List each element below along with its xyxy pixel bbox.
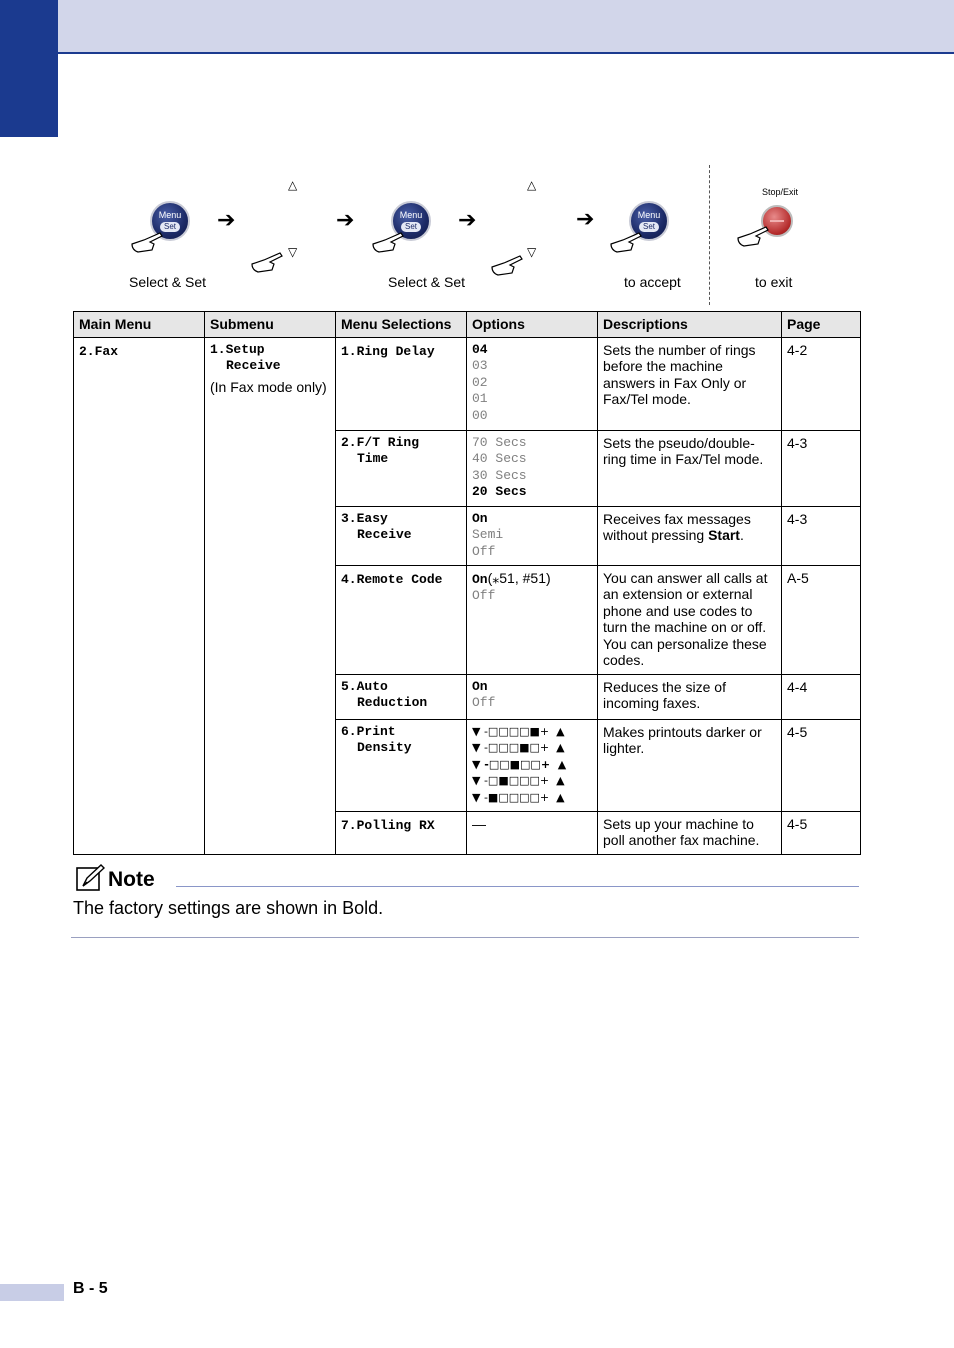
option-value: 01 xyxy=(472,391,488,407)
fax-menu-table xyxy=(73,311,861,855)
header-descriptions: Descriptions xyxy=(598,312,782,338)
option-value-detail: (⁎51, #51) xyxy=(487,569,551,586)
option-value: 20 Secs xyxy=(472,484,527,500)
arrow-right-icon: ➔ xyxy=(458,207,477,232)
option-value: 30 Secs xyxy=(472,467,527,483)
caption-select-set: Select & Set xyxy=(388,274,466,290)
table-row xyxy=(74,337,861,430)
density-level: ▼ -□□□■□+ ▲ xyxy=(472,741,565,755)
options-cell xyxy=(467,506,598,565)
option-value: 00 xyxy=(472,407,488,423)
option-value: On xyxy=(472,571,488,587)
options-cell xyxy=(467,337,598,430)
caption-exit: to exit xyxy=(755,274,793,290)
up-triangle-icon: △ xyxy=(527,178,537,192)
page-cell: 4-5 xyxy=(782,811,861,854)
options-cell xyxy=(467,719,598,811)
option-value: Off xyxy=(472,588,496,604)
option-value: On xyxy=(472,678,488,694)
button-label-bottom: Set xyxy=(160,222,180,232)
option-value: 40 Secs xyxy=(472,451,527,467)
page-cell: 4-3 xyxy=(782,430,861,506)
selection-label: 6.Print xyxy=(341,723,396,739)
note-pencil-icon xyxy=(75,864,105,894)
selection-label: 3.Easy xyxy=(341,510,388,526)
selection-label: 4.Remote Code xyxy=(341,571,443,587)
density-level: ▼ -□□□□■+ ▲ xyxy=(472,724,565,738)
option-value: 03 xyxy=(472,358,488,374)
selection-cell xyxy=(336,811,467,854)
options-cell xyxy=(467,811,598,854)
header-page: Page xyxy=(782,312,861,338)
button-label-bottom: Set xyxy=(639,222,659,232)
option-value: 02 xyxy=(472,374,488,390)
header-options: Options xyxy=(467,312,598,338)
down-triangle-icon: ▽ xyxy=(288,245,298,259)
page-cell: 4-2 xyxy=(782,337,861,430)
description-text: Receives fax messages without pressing xyxy=(603,510,751,543)
selection-label-cont: Density xyxy=(357,740,412,755)
arrow-right-icon: ➔ xyxy=(336,207,355,232)
stop-exit-label: Stop/Exit xyxy=(762,187,799,197)
option-value: On xyxy=(472,510,488,526)
selection-cell xyxy=(336,719,467,811)
selection-cell xyxy=(336,565,467,674)
density-level: ▼ -■□□□□+ ▲ xyxy=(472,790,565,804)
pointing-hand-icon xyxy=(250,250,284,274)
option-value: Off xyxy=(472,695,496,711)
selection-cell xyxy=(336,430,467,506)
description-cell: Sets up your machine to poll another fax machine. xyxy=(598,811,782,854)
pointing-hand-icon xyxy=(130,230,164,254)
page-cell: 4-4 xyxy=(782,674,861,719)
footer-band xyxy=(0,1284,64,1301)
button-label-top: Menu xyxy=(637,210,661,220)
header-submenu: Submenu xyxy=(205,312,336,338)
options-cell xyxy=(467,565,598,674)
option-value: 04 xyxy=(472,341,488,357)
arrow-right-icon: ➔ xyxy=(576,206,595,231)
header-main-menu: Main Menu xyxy=(74,312,205,338)
page-cell: 4-3 xyxy=(782,506,861,565)
note-text: The factory settings are shown in Bold. xyxy=(73,898,384,918)
main-menu-cell xyxy=(74,337,205,854)
submenu-note: (In Fax mode only) xyxy=(210,378,327,395)
pointing-hand-icon xyxy=(609,230,643,254)
header-menu-selections: Menu Selections xyxy=(336,312,467,338)
selection-cell xyxy=(336,674,467,719)
selection-label: 1.Ring Delay xyxy=(341,343,435,359)
chapter-tab xyxy=(0,0,58,137)
options-cell xyxy=(467,430,598,506)
submenu-title: 1.Setup xyxy=(210,341,265,357)
page-cell: 4-5 xyxy=(782,719,861,811)
pointing-hand-icon xyxy=(371,230,405,254)
description-cell: Reduces the size of incoming faxes. xyxy=(598,674,782,719)
key-sequence xyxy=(0,160,954,310)
selection-label-cont: Reduction xyxy=(357,695,428,710)
button-label-top: Menu xyxy=(399,210,423,220)
button-label-top: Menu xyxy=(158,210,182,220)
caption-accept: to accept xyxy=(624,274,681,290)
selection-label: 5.Auto xyxy=(341,678,388,694)
header-band xyxy=(0,0,954,54)
pointing-hand-icon xyxy=(736,224,770,248)
button-label-bottom: Set xyxy=(401,222,421,232)
down-triangle-icon: ▽ xyxy=(527,245,537,259)
option-value: — xyxy=(472,815,486,832)
selection-label-cont: Receive xyxy=(357,527,412,542)
pointing-hand-icon xyxy=(490,253,524,277)
description-cell xyxy=(598,506,782,565)
option-value: 70 Secs xyxy=(472,434,527,450)
note-label: Note xyxy=(108,868,155,891)
page-cell: A-5 xyxy=(782,565,861,674)
main-menu-fax: 2.Fax xyxy=(79,343,119,359)
page-number: B - 5 xyxy=(73,1280,108,1297)
description-cell: You can answer all calls at an extension or external phone and use codes to turn the machine on or off. You can personalize these codes. xyxy=(598,565,782,674)
arrow-right-icon: ➔ xyxy=(217,207,236,232)
description-cell: Sets the pseudo/double-ring time in Fax/Tel mode. xyxy=(598,430,782,506)
description-bold: Start xyxy=(708,527,740,543)
submenu-cell xyxy=(205,337,336,854)
description-cell: Makes printouts darker or lighter. xyxy=(598,719,782,811)
density-level: ▼ -□□■□□+ ▲ xyxy=(472,757,567,771)
description-cell: Sets the number of rings before the machine answers in Fax Only or Fax/Tel mode. xyxy=(598,337,782,430)
description-end: . xyxy=(739,527,744,543)
options-cell xyxy=(467,674,598,719)
selection-cell xyxy=(336,506,467,565)
table-header-row xyxy=(74,312,861,338)
note-bottom-rule xyxy=(71,937,859,938)
selection-label: 7.Polling RX xyxy=(341,817,435,833)
up-triangle-icon: △ xyxy=(288,178,298,192)
selection-label-cont: Time xyxy=(357,451,389,466)
divider-dashed xyxy=(709,165,710,305)
option-value: Off xyxy=(472,543,496,559)
selection-cell xyxy=(336,337,467,430)
submenu-title-cont: Receive xyxy=(226,358,281,373)
density-level: ▼ -□■□□□+ ▲ xyxy=(472,774,565,788)
caption-select-set: Select & Set xyxy=(129,274,207,290)
note-rule xyxy=(176,886,859,887)
selection-label: 2.F/T Ring xyxy=(341,434,420,450)
option-value: Semi xyxy=(472,527,504,543)
